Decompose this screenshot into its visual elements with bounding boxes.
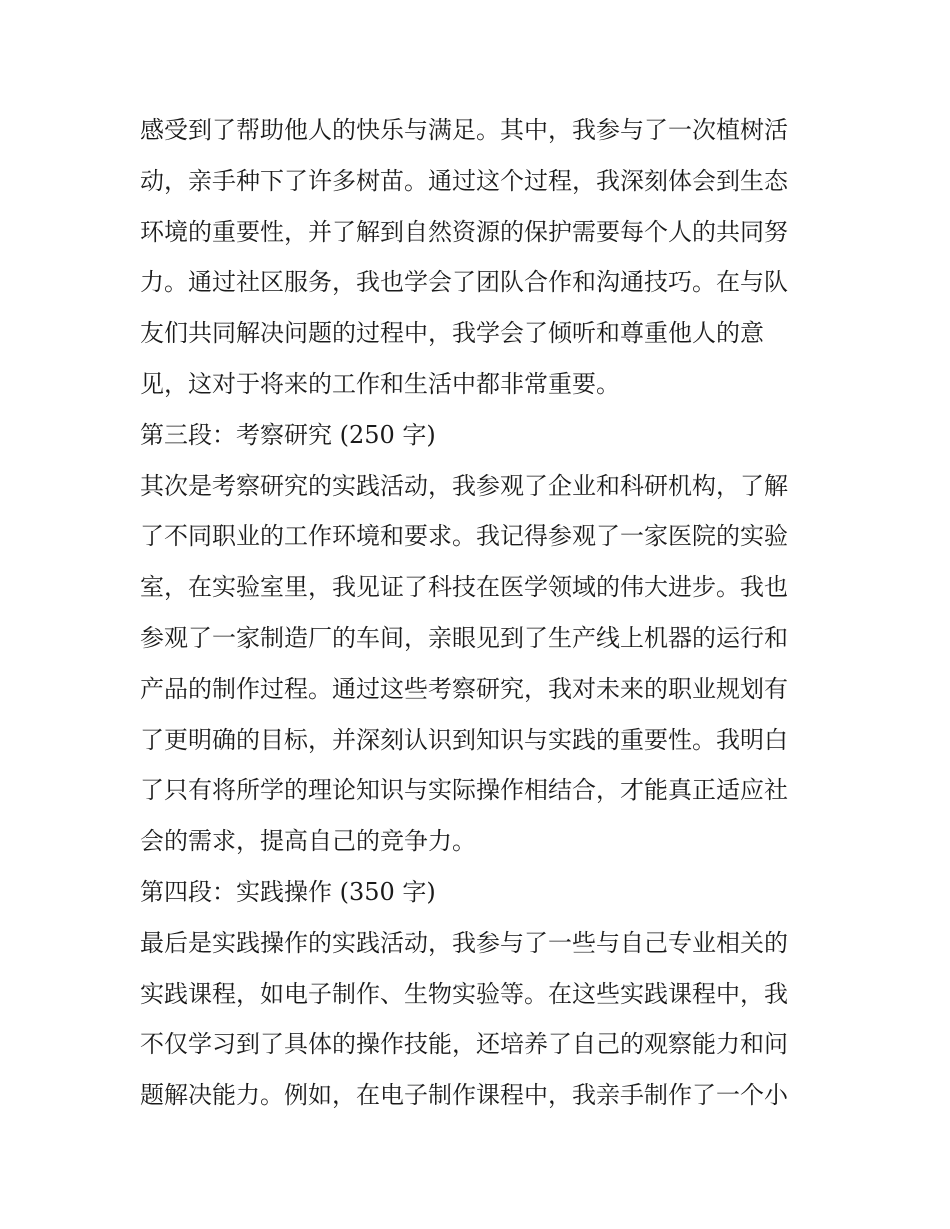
text-line: 见，这对于将来的工作和生活中都非常重要。 bbox=[140, 369, 620, 398]
text-line: 题解决能力。例如，在电子制作课程中，我亲手制作了一个小 bbox=[140, 1081, 788, 1110]
text-line: 了更明确的目标，并深刻认识到知识与实践的重要性。我明白 bbox=[140, 725, 788, 754]
text-line: 感受到了帮助他人的快乐与满足。其中，我参与了一次植树活 bbox=[140, 116, 788, 144]
text-line: 实践课程，如电子制作、生物实验等。在这些实践课程中，我 bbox=[140, 979, 788, 1008]
text-line: 动，亲手种下了许多树苗。通过这个过程，我深刻体会到生态 bbox=[140, 166, 788, 195]
text-line: 会的需求，提高自己的竞争力。 bbox=[140, 827, 476, 856]
document-body bbox=[140, 105, 820, 1121]
text-line: 友们共同解决问题的过程中，我学会了倾听和尊重他人的意 bbox=[140, 319, 764, 348]
text-line: 不仅学习到了具体的操作技能，还培养了自己的观察能力和问 bbox=[140, 1030, 788, 1059]
text-line: 参观了一家制造厂的车间，亲眼见到了生产线上机器的运行和 bbox=[140, 623, 788, 652]
section-heading-4: 第四段：实践操作 (350 字) bbox=[140, 877, 436, 906]
section-heading-3: 第三段：考察研究 (250 字) bbox=[140, 420, 436, 449]
text-line: 环境的重要性，并了解到自然资源的保护需要每个人的共同努 bbox=[140, 217, 788, 246]
text-line: 产品的制作过程。通过这些考察研究，我对未来的职业规划有 bbox=[140, 674, 788, 703]
text-line: 了只有将所学的理论知识与实际操作相结合，才能真正适应社 bbox=[140, 776, 788, 805]
text-line: 其次是考察研究的实践活动，我参观了企业和科研机构，了解 bbox=[140, 471, 788, 500]
text-line: 室，在实验室里，我见证了科技在医学领域的伟大进步。我也 bbox=[140, 573, 788, 602]
text-line: 力。通过社区服务，我也学会了团队合作和沟通技巧。在与队 bbox=[140, 268, 788, 297]
text-line: 了不同职业的工作环境和要求。我记得参观了一家医院的实验 bbox=[140, 522, 788, 551]
text-line: 最后是实践操作的实践活动，我参与了一些与自己专业相关的 bbox=[140, 928, 788, 957]
